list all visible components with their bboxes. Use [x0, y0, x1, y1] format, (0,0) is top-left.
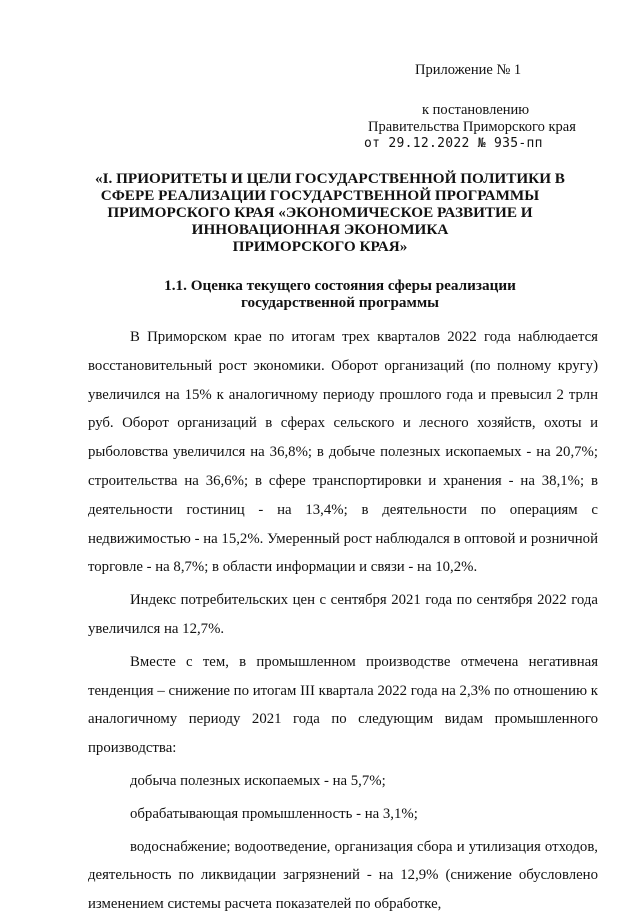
paragraph-economy-growth: В Приморском крае по итогам трех кварталов 2022 года наблюдается восстановительный рост экономики. Оборот организаций (по полному кругу) увеличился на 15% к аналогичному периоду прошлого года и превысил 2 трлн руб. Оборот организаций в сферах сельского и лесного хозяйств, охоты и рыболовства увеличился на 36,8%; в добыче полезных ископаемых - на 20,7%; строительства на 36,6%; в сфере транспортировки и хранения - на 38,1%; в деятельности гостиниц - на 13,4%; в деятельности по операциям с недвижимостью - на 15,2%. Умеренный рост наблюдался в оптовой и розничной торговле - на 8,7%; в области информации и связи - на 10,2%. [88, 329, 598, 576]
body-text [88, 323, 598, 919]
list-item-manufacturing: обрабатывающая промышленность - на 3,1%; [130, 805, 418, 822]
appendix-title: Приложение № 1 [415, 62, 522, 78]
list-item-water-supply: водоснабжение; водоотведение, организация сбора и утилизация отходов, деятельность по ликвидации загрязнений - на 12,9% (снижение обусловлено изменением системы расчета показателей по обработке, [88, 838, 598, 913]
section-heading [95, 170, 565, 255]
list-item-mining: добыча полезных ископаемых - на 5,7%; [130, 772, 386, 789]
heading-line: ПРИМОРСКОГО КРАЯ «ЭКОНОМИЧЕСКОЕ РАЗВИТИЕ И [107, 204, 533, 221]
paragraph-industry-decline: Вместе с тем, в промышленном производстве отмечена негативная тенденция – снижение по итогам III квартала 2022 года на 2,3% по отношению к аналогичному периоду 2021 года по следующим видам промышленного производства: [88, 653, 598, 757]
heading-line: «I. ПРИОРИТЕТЫ И ЦЕЛИ ГОСУДАРСТВЕННОЙ ПОЛИТИКИ В [95, 170, 565, 187]
heading-line: ПРИМОРСКОГО КРАЯ» [232, 238, 408, 255]
subheading-line: государственной программы [240, 294, 440, 311]
paragraph-consumer-prices: Индекс потребительских цен с сентября 2021 года по сентября 2022 года увеличился на 12,7%. [88, 592, 598, 637]
heading-line: ИННОВАЦИОННАЯ ЭКОНОМИКА [191, 221, 449, 238]
appendix-resolution-line: к постановлению [422, 102, 530, 118]
heading-line: СФЕРЕ РЕАЛИЗАЦИИ ГОСУДАРСТВЕННОЙ ПРОГРАММЫ [100, 187, 540, 204]
subheading-line: 1.1. Оценка текущего состояния сферы реализации [164, 277, 516, 294]
appendix-government-line: Правительства Приморского края [368, 119, 576, 135]
appendix-date-number-line: от 29.12.2022 № 935-пп [364, 136, 543, 151]
subsection-heading [150, 277, 530, 311]
